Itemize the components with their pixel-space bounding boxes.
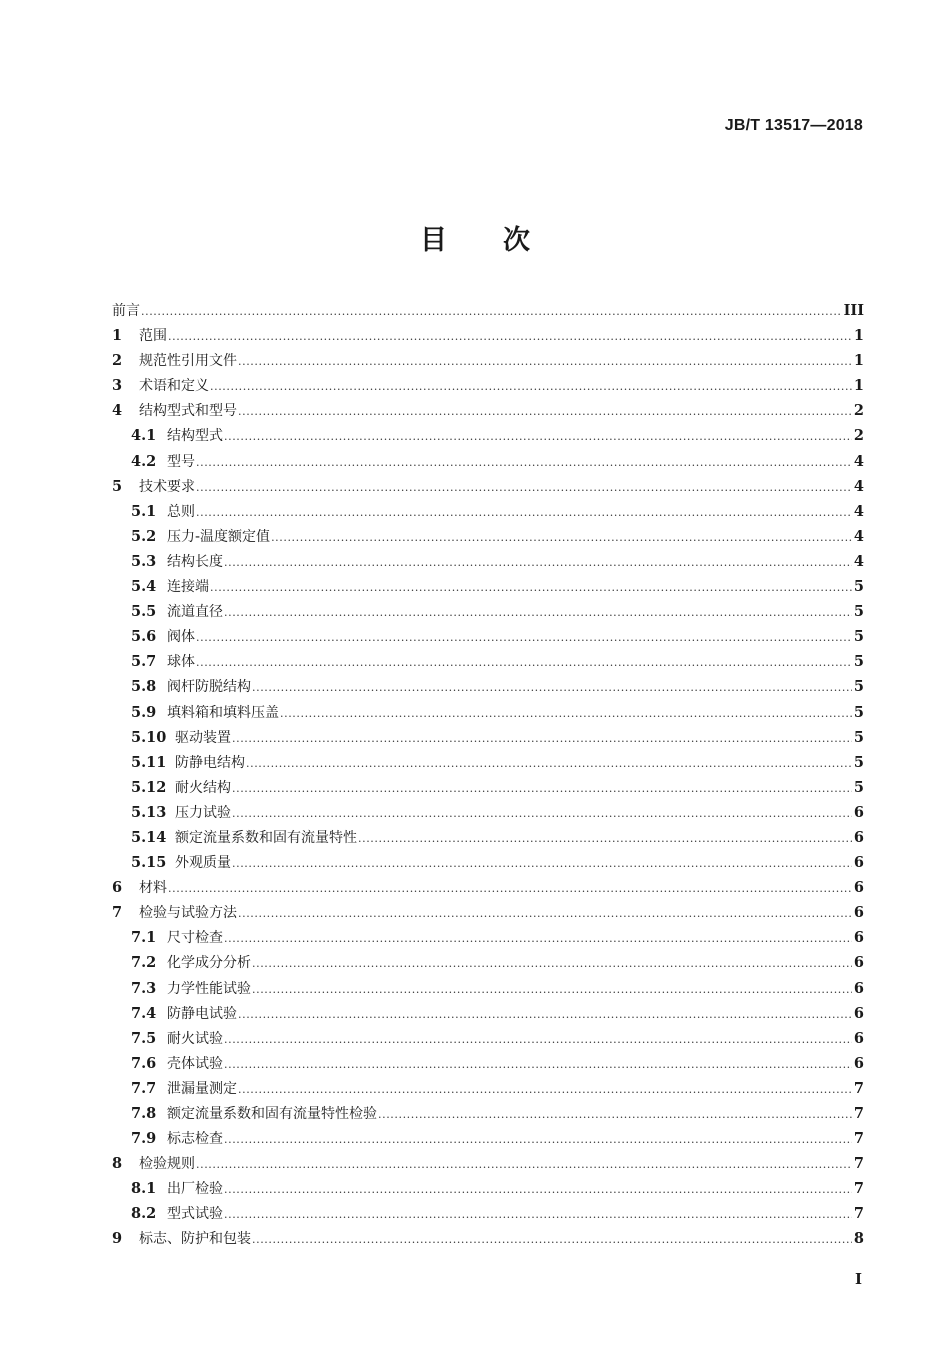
toc-dot-leader: [224, 1127, 852, 1152]
toc-dot-leader: [196, 475, 852, 500]
toc-entry[interactable]: [112, 1076, 864, 1101]
toc-entry-number: 5.7: [131, 653, 157, 671]
toc-entry[interactable]: [112, 474, 864, 499]
toc-dot-leader: [252, 951, 852, 976]
toc-entry-label: 材料: [139, 880, 167, 897]
toc-entry[interactable]: [112, 1226, 864, 1251]
toc-entry-number: 5.14: [131, 828, 167, 846]
toc-entry-label: 型式试验: [167, 1206, 223, 1223]
toc-entry-label: 检验规则: [139, 1156, 195, 1173]
toc-entry[interactable]: [112, 549, 864, 574]
toc-dot-leader: [238, 349, 852, 374]
toc-entry-label: 型号: [167, 453, 195, 470]
toc-entry-number: 5.3: [131, 552, 157, 570]
toc-entry[interactable]: [112, 348, 864, 373]
toc-entry-page: 7: [853, 1079, 864, 1097]
toc-entry-label: 结构型式和型号: [139, 403, 237, 420]
toc-dot-leader: [252, 977, 852, 1002]
toc-entry-number: 7: [112, 904, 123, 922]
toc-entry-page: 2: [853, 402, 864, 420]
toc-entry[interactable]: [112, 1051, 864, 1076]
toc-dot-leader: [232, 726, 852, 751]
toc-entry-number: 7.4: [131, 1004, 157, 1022]
toc-entry-page: 4: [853, 552, 864, 570]
toc-entry-page: 5: [853, 703, 864, 721]
toc-entry-page: 5: [853, 653, 864, 671]
toc-entry-number: 7.9: [131, 1130, 157, 1148]
toc-entry-label: 额定流量系数和固有流量特性: [175, 829, 357, 846]
toc-entry-number: 3: [112, 377, 123, 395]
table-of-contents: [112, 298, 864, 1252]
toc-entry-page: 6: [853, 954, 864, 972]
toc-entry[interactable]: [112, 750, 864, 775]
toc-dot-leader: [196, 650, 852, 675]
toc-entry[interactable]: [112, 624, 864, 649]
toc-entry-number: 4.2: [131, 452, 157, 470]
toc-entry-label: 规范性引用文件: [139, 353, 237, 370]
toc-entry-label: 额定流量系数和固有流量特性检验: [167, 1106, 377, 1122]
toc-entry-page: 4: [853, 527, 864, 545]
toc-dot-leader: [210, 575, 852, 600]
toc-entry-number: 9: [112, 1230, 123, 1248]
toc-entry-label: 结构长度: [167, 553, 223, 570]
toc-entry-label: 力学性能试验: [167, 980, 251, 997]
toc-entry-label: 泄漏量测定: [167, 1080, 237, 1097]
toc-entry[interactable]: [112, 1126, 864, 1151]
toc-entry-page: 1: [853, 377, 864, 395]
toc-entry[interactable]: [112, 950, 864, 975]
toc-entry-label: 范围: [139, 328, 167, 345]
toc-entry-label: 耐火试验: [167, 1030, 223, 1047]
toc-entry[interactable]: [112, 725, 864, 750]
toc-entry-number: 7.3: [131, 979, 157, 997]
toc-entry-label: 结构型式: [167, 428, 223, 445]
toc-entry[interactable]: [112, 976, 864, 1001]
toc-dot-leader: [246, 751, 852, 776]
toc-entry-number: 5.15: [131, 854, 167, 872]
toc-entry-number: 5.9: [131, 703, 157, 721]
toc-entry-label: 流道直径: [167, 604, 223, 621]
toc-entry-label: 阀体: [167, 629, 195, 646]
toc-entry[interactable]: [112, 449, 864, 474]
toc-entry-page: 6: [853, 828, 864, 846]
toc-entry[interactable]: [112, 398, 864, 423]
toc-entry-number: 5.13: [131, 803, 167, 821]
toc-entry[interactable]: [112, 574, 864, 599]
toc-entry[interactable]: [112, 649, 864, 674]
toc-dot-leader: [238, 1002, 852, 1027]
toc-entry-page: 6: [853, 1029, 864, 1047]
toc-entry[interactable]: [112, 925, 864, 950]
toc-entry[interactable]: [112, 298, 864, 323]
toc-entry-label: 阀杆防脱结构: [167, 679, 251, 696]
toc-entry-number: 7.8: [131, 1105, 157, 1122]
toc-entry-page: 7: [853, 1130, 864, 1148]
toc-entry[interactable]: [112, 599, 864, 624]
toc-entry-page: 5: [853, 578, 864, 596]
toc-dot-leader: [224, 1027, 852, 1052]
standard-number: JB/T 13517—2018: [724, 117, 863, 134]
toc-entry-page: 7: [853, 1155, 864, 1173]
toc-entry-page: 7: [853, 1105, 864, 1122]
toc-entry[interactable]: [112, 499, 864, 524]
toc-dot-leader: [224, 600, 852, 625]
toc-entry-number: 8.2: [131, 1205, 157, 1223]
toc-entry-page: 2: [853, 427, 864, 445]
toc-dot-leader: [238, 901, 852, 926]
toc-entry-page: 5: [853, 778, 864, 796]
toc-entry-label: 术语和定义: [139, 378, 209, 395]
toc-entry-label: 填料箱和填料压盖: [167, 704, 279, 721]
toc-dot-leader: [224, 424, 852, 449]
toc-entry-number: 5.8: [131, 678, 157, 696]
toc-entry[interactable]: [112, 850, 864, 875]
toc-dot-leader: [224, 1052, 852, 1077]
toc-entry[interactable]: [112, 1026, 864, 1051]
toc-entry-number: 6: [112, 879, 123, 897]
toc-entry[interactable]: [112, 700, 864, 725]
toc-entry-number: 7.1: [131, 929, 157, 947]
toc-entry-label: 总则: [167, 503, 195, 520]
toc-entry[interactable]: [112, 875, 864, 900]
toc-entry-number: 1: [112, 327, 123, 345]
toc-dot-leader: [141, 299, 842, 324]
toc-dot-leader: [224, 550, 852, 575]
toc-entry-label: 标志、防护和包装: [139, 1231, 251, 1248]
toc-entry-label: 尺寸检查: [167, 930, 223, 947]
toc-dot-leader: [238, 1077, 852, 1102]
toc-dot-leader: [168, 324, 852, 349]
toc-entry-number: 5.10: [131, 728, 167, 746]
toc-entry-number: 7.5: [131, 1029, 157, 1047]
toc-entry-label: 压力试验: [175, 804, 231, 821]
toc-entry-page: 8: [853, 1230, 864, 1248]
toc-dot-leader: [196, 500, 852, 525]
toc-entry-label: 驱动装置: [175, 729, 231, 746]
toc-entry-page: 7: [853, 1180, 864, 1198]
toc-dot-leader: [224, 1177, 852, 1202]
toc-entry[interactable]: [112, 1151, 864, 1176]
toc-entry-number: 7.7: [131, 1079, 157, 1097]
toc-entry-page: 6: [853, 929, 864, 947]
toc-entry-page: 6: [853, 1054, 864, 1072]
toc-entry-label: 检验与试验方法: [139, 905, 237, 922]
toc-entry-label: 防静电结构: [175, 754, 245, 771]
toc-entry[interactable]: [112, 423, 864, 448]
toc-entry-page: 6: [853, 879, 864, 897]
toc-entry-number: 7.2: [131, 954, 157, 972]
toc-entry-page: 5: [853, 728, 864, 746]
toc-entry-number: 5.6: [131, 628, 157, 646]
toc-entry-label: 球体: [167, 654, 195, 671]
toc-entry-page: 5: [853, 603, 864, 621]
page-number: I: [854, 1270, 862, 1288]
toc-entry-label: 外观质量: [175, 855, 231, 872]
toc-entry-number: 8.1: [131, 1180, 157, 1198]
toc-entry[interactable]: [112, 900, 864, 925]
toc-dot-leader: [196, 1152, 852, 1177]
toc-dot-leader: [196, 625, 852, 650]
toc-entry-number: 5.1: [131, 502, 157, 520]
toc-entry-number: 5: [112, 477, 123, 495]
toc-entry-label: 防静电试验: [167, 1005, 237, 1022]
toc-entry-page: 6: [853, 854, 864, 872]
toc-entry-label: 压力-温度额定值: [167, 528, 271, 545]
toc-entry[interactable]: [112, 323, 864, 348]
toc-entry-number: 5.11: [131, 753, 167, 771]
toc-entry-number: 8: [112, 1155, 123, 1173]
toc-dot-leader: [280, 701, 852, 726]
toc-dot-leader: [378, 1102, 852, 1127]
toc-entry[interactable]: [112, 373, 864, 398]
toc-entry-number: 4.1: [131, 427, 157, 445]
toc-dot-leader: [224, 926, 852, 951]
toc-entry[interactable]: [112, 524, 864, 549]
toc-entry[interactable]: [112, 1101, 864, 1126]
toc-entry-page: 6: [853, 1004, 864, 1022]
page-title: 目次: [420, 225, 586, 256]
toc-dot-leader: [210, 374, 852, 399]
toc-entry-page: 5: [853, 678, 864, 696]
toc-entry-number: 5.4: [131, 578, 157, 596]
toc-entry-page: 4: [853, 502, 864, 520]
toc-entry-label: 标志检查: [167, 1131, 223, 1148]
toc-dot-leader: [238, 399, 852, 424]
toc-entry-page: 4: [853, 477, 864, 495]
toc-dot-leader: [224, 1202, 852, 1227]
toc-entry-page: 6: [853, 904, 864, 922]
toc-entry-number: 4: [112, 402, 123, 420]
toc-entry-number: 2: [112, 352, 123, 370]
toc-entry-page: 5: [853, 753, 864, 771]
toc-entry-label: 技术要求: [139, 478, 195, 495]
toc-entry[interactable]: [112, 1201, 864, 1226]
toc-dot-leader: [358, 826, 852, 851]
toc-entry-page: III: [843, 302, 864, 319]
toc-dot-leader: [232, 776, 852, 801]
toc-entry[interactable]: [112, 1176, 864, 1201]
toc-dot-leader: [196, 450, 852, 475]
toc-entry[interactable]: [112, 1001, 864, 1026]
toc-dot-leader: [232, 801, 852, 826]
toc-entry-page: 1: [853, 327, 864, 345]
toc-entry-label: 出厂检验: [167, 1181, 223, 1198]
toc-entry[interactable]: [112, 775, 864, 800]
toc-entry-page: 7: [853, 1205, 864, 1223]
toc-entry-label: 连接端: [167, 579, 209, 596]
toc-entry-label: 耐火结构: [175, 779, 231, 796]
toc-entry-label: 化学成分分析: [167, 955, 251, 972]
toc-dot-leader: [168, 876, 852, 901]
toc-entry-page: 4: [853, 452, 864, 470]
toc-dot-leader: [271, 525, 852, 550]
toc-entry[interactable]: [112, 825, 864, 850]
toc-entry-label: 壳体试验: [167, 1055, 223, 1072]
toc-entry-number: 5.12: [131, 778, 167, 796]
toc-entry-label: 前言: [112, 303, 140, 319]
toc-entry[interactable]: [112, 800, 864, 825]
toc-entry-number: 5.5: [131, 603, 157, 621]
toc-entry-page: 6: [853, 979, 864, 997]
toc-entry-number: 5.2: [131, 527, 157, 545]
toc-entry-page: 6: [853, 803, 864, 821]
toc-dot-leader: [252, 675, 852, 700]
toc-dot-leader: [232, 851, 852, 876]
toc-entry-number: 7.6: [131, 1054, 157, 1072]
toc-entry-page: 5: [853, 628, 864, 646]
toc-dot-leader: [252, 1227, 852, 1252]
toc-entry-page: 1: [853, 352, 864, 370]
toc-entry[interactable]: [112, 674, 864, 699]
